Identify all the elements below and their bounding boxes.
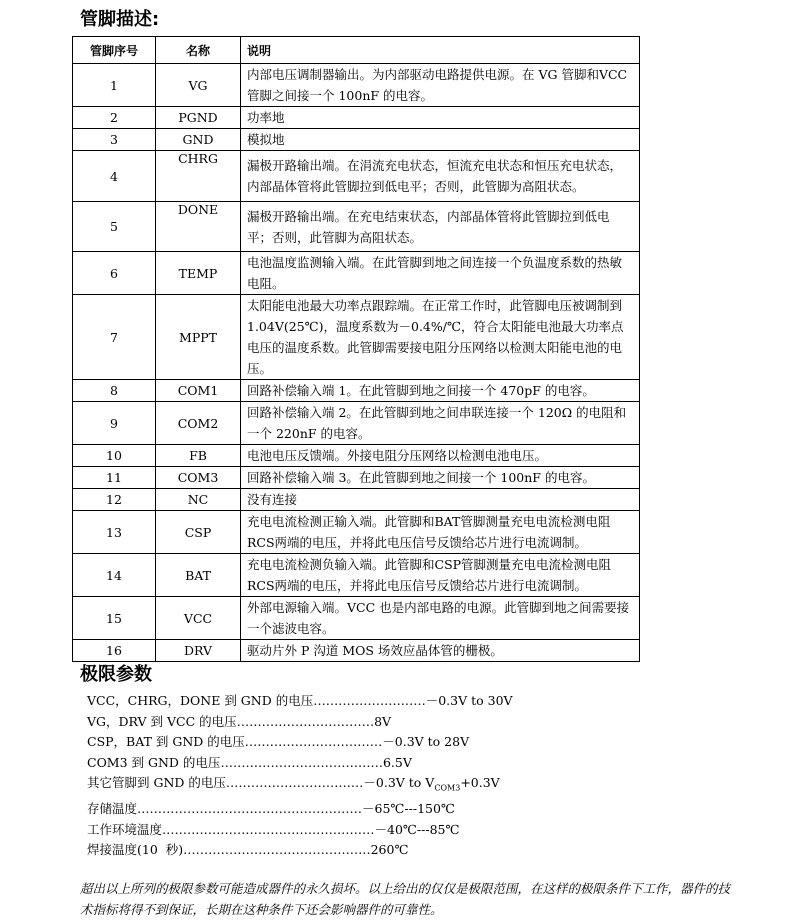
pin-description: 驱动片外 P 沟道 MOS 场效应晶体管的栅极。	[241, 640, 640, 662]
pin-number: 11	[73, 467, 156, 489]
limit-value: －0.3V to 30V	[425, 693, 513, 708]
limit-value: －0.3V to 28V	[382, 734, 470, 749]
limit-dots: …………………………………	[220, 754, 383, 770]
pin-name: COM1	[156, 380, 241, 402]
limit-dots: ………………………………………………	[137, 801, 363, 816]
limit-label: 工作环境温度	[87, 821, 163, 837]
pin-name: DRV	[156, 640, 241, 662]
table-row	[73, 380, 640, 402]
pin-name: COM3	[156, 467, 241, 489]
header-desc: 说明	[241, 37, 640, 64]
table-row	[73, 554, 640, 597]
table-row	[73, 467, 640, 489]
limit-value: 260℃	[370, 842, 409, 857]
table-row	[73, 64, 640, 107]
pin-name: GND	[156, 129, 241, 151]
pin-number: 3	[73, 129, 156, 151]
limit-label: CSP，BAT 到 GND 的电压	[87, 734, 245, 749]
table-row	[73, 511, 640, 554]
limit-dots: ………………………	[313, 693, 426, 708]
table-row	[73, 202, 640, 252]
pin-number: 13	[73, 511, 156, 554]
table-row	[73, 489, 640, 511]
limit-value: －0.3V to V	[363, 775, 435, 790]
table-row	[73, 640, 640, 662]
pin-description: 功率地	[241, 107, 640, 129]
limit-label: 焊接温度(10 秒)	[87, 842, 184, 857]
pin-name: FB	[156, 445, 241, 467]
table-row	[73, 107, 640, 129]
limit-value: 6.5V	[382, 754, 412, 770]
pin-description: 充电电流检测正输入端。此管脚和BAT管脚测量充电电流检测电阻RCS两端的电压，并将此电压信号反馈给芯片进行电流调制。	[241, 511, 640, 554]
pin-number: 15	[73, 597, 156, 640]
pin-name: CHRG	[156, 151, 241, 202]
limit-item	[87, 753, 513, 774]
pin-name: CSP	[156, 511, 241, 554]
pin-description: 太阳能电池最大功率点跟踪端。在正常工作时，此管脚电压被调制到 1.04V(25℃)，温度系数为－0.4%/℃，符合太阳能电池最大功率点电压的温度系数。此管脚需要接电阻分压网络以检测太阳能电池的电压。	[241, 295, 640, 380]
limit-dots: ……………………………	[244, 734, 383, 749]
pin-description: 回路补偿输入端 1。在此管脚到地之间接一个 470pF 的电容。	[241, 380, 640, 402]
pin-name: VG	[156, 64, 241, 107]
limit-dots: ……………………………	[236, 713, 375, 729]
limit-label: 其它管脚到 GND 的电压	[87, 775, 226, 790]
pin-number: 4	[73, 151, 156, 202]
table-row	[73, 252, 640, 295]
pin-name: PGND	[156, 107, 241, 129]
header-num: 管脚序号	[73, 37, 156, 64]
limit-dots: ……………………………	[225, 775, 364, 790]
limit-label: COM3 到 GND 的电压	[87, 754, 221, 770]
pin-name: NC	[156, 489, 241, 511]
pin-description: 内部电压调制器输出。为内部驱动电路提供电源。在 VG 管脚和VCC 管脚之间接一个 100nF 的电容。	[241, 64, 640, 107]
pin-table	[72, 36, 640, 662]
limit-item	[87, 691, 513, 712]
limit-label: 存储温度	[87, 801, 138, 816]
limits-section-title: 极限参数	[80, 664, 152, 685]
table-row	[73, 151, 640, 202]
pin-description: 电池温度监测输入端。在此管脚到地之间连接一个负温度系数的热敏电阻。	[241, 252, 640, 295]
pin-number: 12	[73, 489, 156, 511]
pin-name: COM2	[156, 402, 241, 445]
pin-number: 5	[73, 202, 156, 252]
limit-item	[87, 799, 513, 820]
pin-name: TEMP	[156, 252, 241, 295]
pin-description: 外部电源输入端。VCC 也是内部电路的电源。此管脚到地之间需要接一个滤波电容。	[241, 597, 640, 640]
pin-name: MPPT	[156, 295, 241, 380]
pin-number: 2	[73, 107, 156, 129]
pin-description: 没有连接	[241, 489, 640, 511]
limit-value: 8V	[374, 713, 392, 729]
header-name: 名称	[156, 37, 241, 64]
limit-value-tail: +0.3V	[460, 775, 500, 790]
pin-name: BAT	[156, 554, 241, 597]
pin-description: 回路补偿输入端 3。在此管脚到地之间接一个 100nF 的电容。	[241, 467, 640, 489]
limit-value: －65℃---150℃	[362, 801, 455, 816]
pin-name: DONE	[156, 202, 241, 252]
pin-name: VCC	[156, 597, 241, 640]
limit-item	[87, 712, 513, 733]
limit-item	[87, 840, 513, 861]
pin-number: 16	[73, 640, 156, 662]
table-row	[73, 295, 640, 380]
pin-description: 回路补偿输入端 2。在此管脚到地之间串联连接一个 120Ω 的电阻和一个 220nF 的电容。	[241, 402, 640, 445]
limit-value-subscript: COM3	[434, 783, 461, 793]
pin-number: 14	[73, 554, 156, 597]
limit-label: VCC，CHRG，DONE 到 GND 的电压	[87, 693, 314, 708]
pin-number: 9	[73, 402, 156, 445]
pin-description: 漏极开路输出端。在涓流充电状态，恒流充电状态和恒压充电状态，内部晶体管将此管脚拉到低电平；否则，此管脚为高阻状态。	[241, 151, 640, 202]
table-row	[73, 445, 640, 467]
table-row	[73, 402, 640, 445]
limit-dots: ………………………………………	[183, 842, 371, 857]
limit-label: VG，DRV 到 VCC 的电压	[87, 713, 237, 729]
pin-number: 6	[73, 252, 156, 295]
limit-item	[87, 732, 513, 753]
pin-description: 充电电流检测负输入端。此管脚和CSP管脚测量充电电流检测电阻RCS两端的电压，并将此电压信号反馈给芯片进行电流调制。	[241, 554, 640, 597]
pin-number: 8	[73, 380, 156, 402]
limit-value: －40℃---85℃	[374, 821, 460, 837]
warning-note: 超出以上所列的极限参数可能造成器件的永久损坏。以上给出的仅仅是极限范围，在这样的极限条件下工作，器件的技术指标将得不到保证，长期在这种条件下还会影响器件的可靠性。	[80, 881, 731, 917]
pin-description: 电池电压反馈端。外接电阻分压网络以检测电池电压。	[241, 445, 640, 467]
pin-description: 漏极开路输出端。在充电结束状态，内部晶体管将此管脚拉到低电平；否则，此管脚为高阻状态。	[241, 202, 640, 252]
limit-dots: ……………………………………………	[162, 821, 375, 837]
pin-description: 模拟地	[241, 129, 640, 151]
pin-number: 10	[73, 445, 156, 467]
limit-item	[87, 773, 513, 799]
table-header-row	[73, 37, 640, 64]
pin-number: 1	[73, 64, 156, 107]
pin-number: 7	[73, 295, 156, 380]
limit-item	[87, 820, 513, 841]
table-row	[73, 129, 640, 151]
pin-section-title: 管脚描述:	[80, 9, 160, 30]
limits-list	[87, 691, 513, 861]
table-row	[73, 597, 640, 640]
